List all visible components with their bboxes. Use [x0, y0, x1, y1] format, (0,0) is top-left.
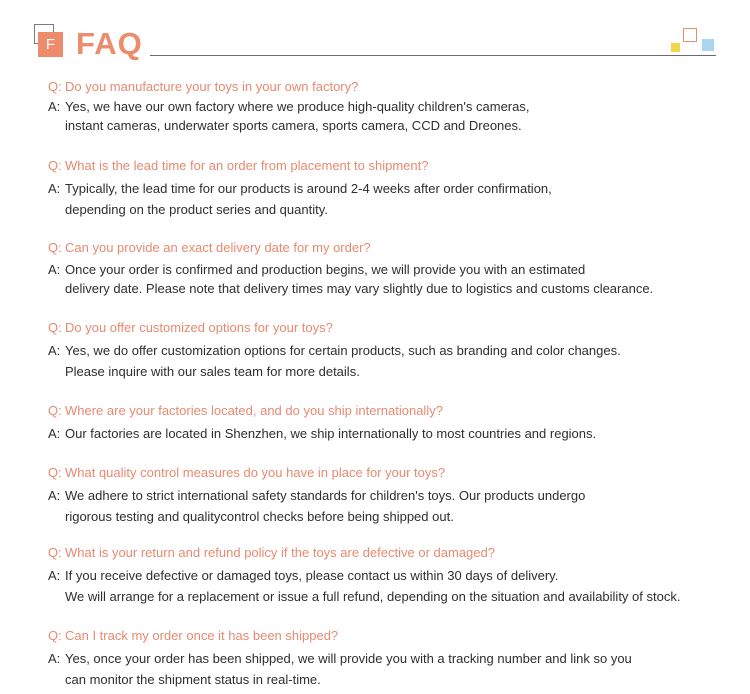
faq-item — [48, 157, 738, 220]
answer-text: depending on the product series and quantity. — [65, 202, 328, 217]
answer-prefix: A: — [48, 488, 61, 503]
faq-answer-line — [48, 116, 738, 135]
question-text: Can you provide an exact delivery date for my order? — [65, 240, 371, 255]
faq-question — [48, 319, 738, 337]
question-prefix: Q: — [48, 628, 62, 643]
header-divider — [150, 55, 716, 56]
answer-text: Typically, the lead time for our products is around 2-4 weeks after order confirmation, — [65, 181, 552, 196]
faq-answer-line — [48, 178, 738, 199]
question-text: What quality control measures do you have in place for your toys? — [65, 465, 446, 480]
decorative-outline-square — [683, 28, 697, 42]
faq-question — [48, 464, 738, 482]
question-prefix: Q: — [48, 240, 62, 255]
faq-answer-line — [48, 423, 738, 444]
faq-answer-line — [48, 669, 738, 690]
faq-answer-line — [48, 279, 738, 298]
answer-text: Our factories are located in Shenzhen, we ship internationally to most countries and regions. — [65, 426, 597, 441]
answer-prefix: A: — [48, 568, 61, 583]
faq-answer-line — [48, 199, 738, 220]
faq-answer-line — [48, 361, 738, 382]
faq-answer-line — [48, 648, 738, 669]
faq-answer-line — [48, 260, 738, 279]
answer-text: We adhere to strict international safety standards for children's toys. Our products undergo — [65, 488, 586, 503]
question-prefix: Q: — [48, 320, 62, 335]
question-text: What is your return and refund policy if the toys are defective or damaged? — [65, 545, 495, 560]
question-text: Do you manufacture your toys in your own factory? — [65, 79, 359, 94]
answer-text: can monitor the shipment status in real-time. — [65, 672, 321, 687]
question-prefix: Q: — [48, 403, 62, 418]
answer-text: If you receive defective or damaged toys, please contact us within 30 days of delivery. — [65, 568, 559, 583]
question-prefix: Q: — [48, 465, 62, 480]
faq-answer-line — [48, 485, 738, 506]
answer-text: Once your order is confirmed and production begins, we will provide you with an estimated — [65, 262, 586, 277]
answer-text: instant cameras, underwater sports camera, sports camera, CCD and Dreones. — [65, 118, 522, 133]
question-text: What is the lead time for an order from placement to shipment? — [65, 158, 429, 173]
faq-answer-line — [48, 340, 738, 361]
question-prefix: Q: — [48, 79, 62, 94]
faq-answer-line — [48, 97, 738, 116]
answer-text: We will arrange for a replacement or issue a full refund, depending on the situation and availability of stock. — [65, 589, 681, 604]
faq-question — [48, 78, 738, 96]
page-title: FAQ — [76, 26, 143, 61]
faq-header — [0, 0, 750, 70]
decorative-yellow-square — [671, 43, 680, 52]
answer-text: Yes, we have our own factory where we produce high-quality children's cameras, — [65, 99, 530, 114]
answer-prefix: A: — [48, 343, 61, 358]
answer-prefix: A: — [48, 426, 61, 441]
question-prefix: Q: — [48, 545, 62, 560]
question-text: Where are your factories located, and do you ship internationally? — [65, 403, 443, 418]
faq-item — [48, 544, 738, 607]
question-text: Do you offer customized options for your toys? — [65, 320, 333, 335]
faq-item — [48, 627, 738, 690]
answer-prefix: A: — [48, 651, 61, 666]
faq-item — [48, 319, 738, 382]
faq-answer-line — [48, 506, 738, 527]
faq-item — [48, 239, 738, 298]
faq-question — [48, 157, 738, 175]
answer-text: Yes, once your order has been shipped, we will provide you with a tracking number and link so you — [65, 651, 632, 666]
answer-prefix: A: — [48, 262, 61, 277]
faq-logo-badge: F — [38, 32, 63, 57]
faq-answer-line — [48, 565, 738, 586]
decorative-blue-square — [702, 39, 714, 51]
faq-question — [48, 239, 738, 257]
answer-prefix: A: — [48, 181, 61, 196]
faq-item — [48, 402, 738, 444]
faq-question — [48, 627, 738, 645]
question-prefix: Q: — [48, 158, 62, 173]
faq-answer-line — [48, 586, 738, 607]
faq-item — [48, 78, 738, 135]
answer-prefix: A: — [48, 99, 61, 114]
faq-item — [48, 464, 738, 527]
faq-question — [48, 544, 738, 562]
answer-text: rigorous testing and qualitycontrol checks before being shipped out. — [65, 509, 454, 524]
question-text: Can I track my order once it has been shipped? — [65, 628, 339, 643]
answer-text: delivery date. Please note that delivery times may vary slightly due to logistics and customs clearance. — [65, 281, 654, 296]
faq-question — [48, 402, 738, 420]
answer-text: Please inquire with our sales team for more details. — [65, 364, 360, 379]
answer-text: Yes, we do offer customization options for certain products, such as branding and color changes. — [65, 343, 621, 358]
